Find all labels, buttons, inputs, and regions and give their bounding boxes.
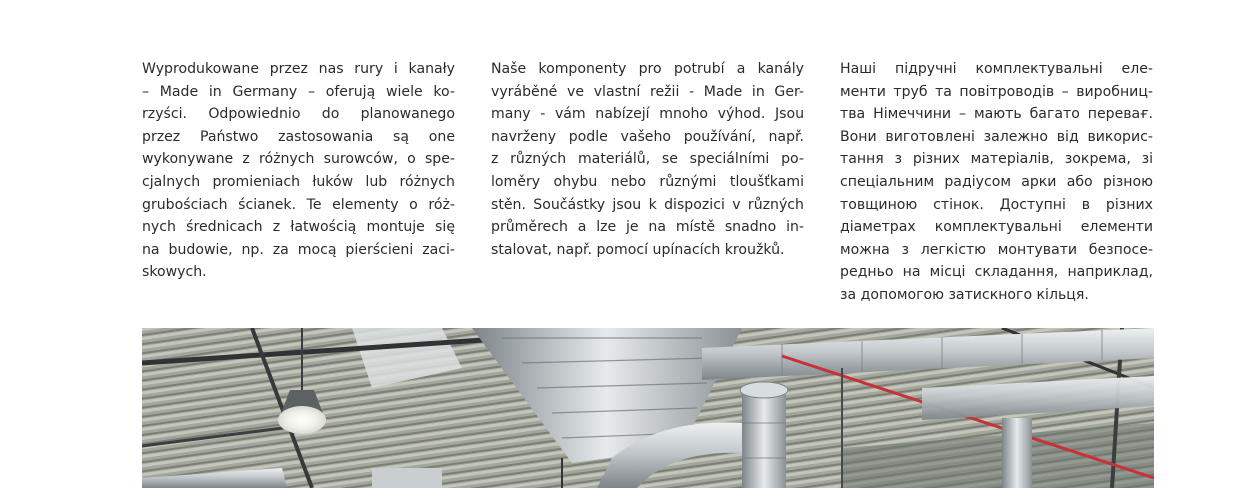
text-line: loměry ohybu nebo různými tloušťkami (491, 173, 804, 190)
text-line: grubościach ścianek. Te elementy o róż- (142, 196, 455, 213)
text-line: rzyści. Odpowiednio do planowanego (142, 106, 455, 123)
text-line: przez Państwo zastosowania są one (142, 128, 455, 145)
text-line: можна з легкістю монтувати безпосе- (840, 241, 1153, 258)
text-line: Wyprodukowane przez nas rury i kanały (142, 61, 455, 77)
text-line: skowych. (142, 264, 207, 281)
text-line: stěn. Součástky jsou k dispozici v různých (491, 196, 804, 213)
text-line: stalovat, např. pomocí upínacích kroužků. (491, 241, 785, 258)
text-line: navrženy podle vašeho používání, např. (491, 128, 804, 145)
text-line: редньо на місці складання, наприклад, (840, 264, 1153, 281)
text-line: за допомогою затискного кільця. (840, 286, 1089, 303)
text-line: діаметрах комплектувальні елементи (840, 219, 1153, 236)
ductwork-photo-drawing (142, 328, 1154, 488)
text-column-ukrainian (840, 58, 1153, 307)
text-line: менти труб та повітроводів – виробниц- (840, 83, 1153, 100)
text-line: тання з різних матеріалів, зокрема, зі (840, 151, 1153, 168)
text-line: průměrech a lze je na místě snadno in- (491, 219, 804, 236)
text-line: cjalnych promieniach łuków lub różnych (142, 173, 455, 190)
duct-drop (742, 388, 786, 488)
text-line: vyráběné ve vlastní režii - Made in Ger- (491, 83, 804, 100)
text-line: Наші підручні комплектувальні еле- (840, 61, 1153, 77)
text-column-czech (491, 58, 804, 261)
text-line: – Made in Germany – oferują wiele ko- (142, 83, 455, 100)
text-line: товщиною стінок. Доступні в різних (840, 196, 1153, 213)
text-line: na budowie, np. za mocą pierścieni zaci- (142, 241, 455, 258)
text-line: z různých materiálů, se speciálními po- (491, 151, 804, 168)
lamp-light (278, 406, 326, 434)
text-line: wykonywane z różnych surowców, o spe- (142, 151, 455, 168)
text-line: many - vám nabízejí mnoho výhod. Jsou (491, 106, 804, 123)
text-line: спеціальним радіусом арки або різною (840, 173, 1153, 190)
industrial-ductwork-photo (142, 328, 1154, 488)
text-line: Naše komponenty pro potrubí a kanály (491, 61, 804, 77)
text-line: nych średnicach z łatwością montuje się (142, 219, 455, 236)
text-column-polish (142, 58, 455, 284)
text-line: тва Німеччини – мають багато перевағ. (840, 106, 1153, 123)
text-line: Вони виготовлені залежно від викорис- (840, 128, 1153, 145)
